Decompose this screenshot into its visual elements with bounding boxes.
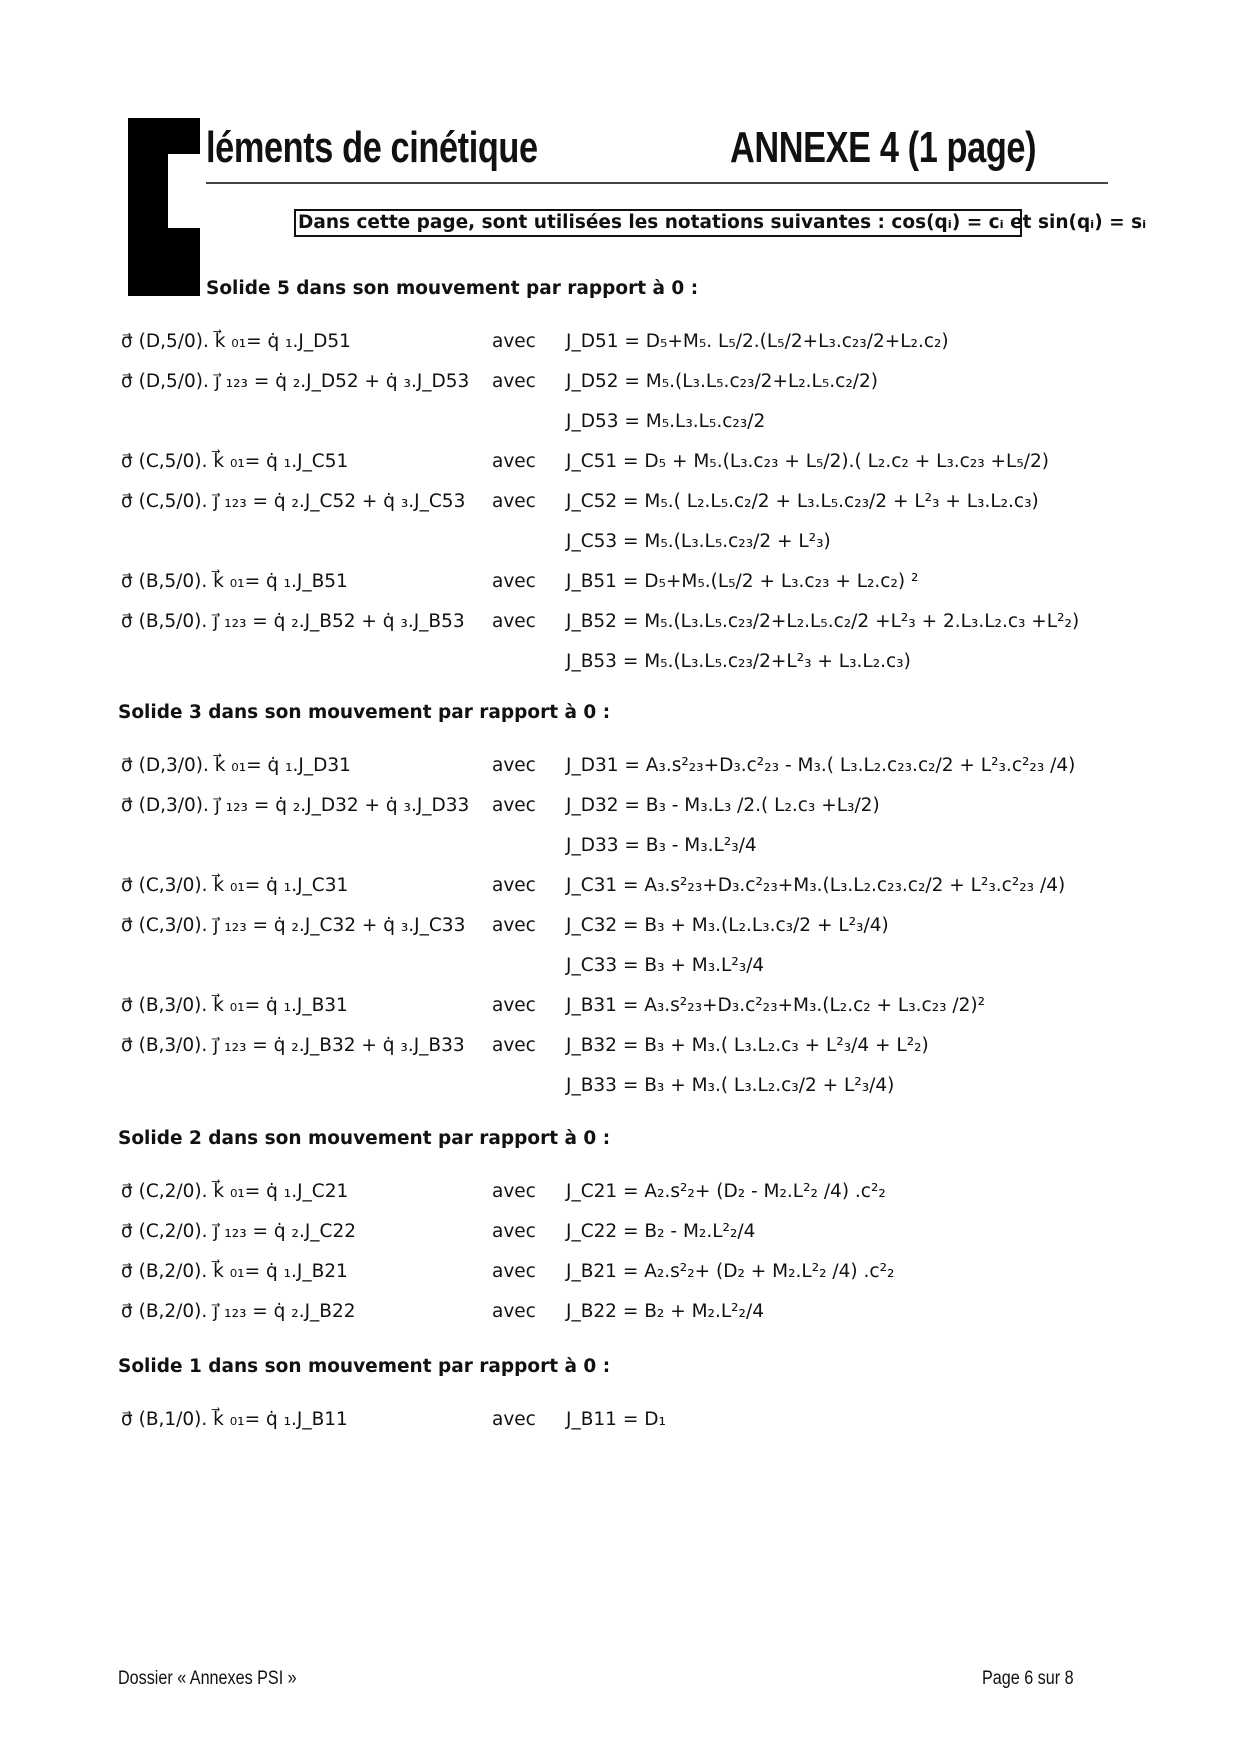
equation-lhs: σ⃗ (C,2/0). j⃗ ₁₂₃ = q̇ ₂.J_C22	[121, 1221, 356, 1242]
equation-lhs: σ⃗ (B,3/0). j⃗ ₁₂₃ = q̇ ₂.J_B32 + q̇ ₃.J_B33	[121, 1035, 465, 1056]
equation-rhs: J_C51 = D₅ + M₅.(L₃.c₂₃ + L₅/2).( L₂.c₂ + L₃.c₂₃ +L₅/2)	[566, 451, 1050, 472]
equation-rhs: J_D32 = B₃ - M₃.L₃ /2.( L₂.c₃ +L₃/2)	[566, 795, 880, 816]
equation-lhs: σ⃗ (B,1/0). k⃗ ₀₁= q̇ ₁.J_B11	[121, 1409, 348, 1430]
equation-lhs: σ⃗ (B,2/0). j⃗ ₁₂₃ = q̇ ₂.J_B22	[121, 1301, 356, 1322]
equation-row	[0, 371, 1240, 411]
section-heading: Solide 5 dans son mouvement par rapport à 0 :	[206, 278, 699, 299]
equation-row	[0, 451, 1240, 491]
equation-rhs: J_D53 = M₅.L₃.L₅.c₂₃/2	[566, 411, 766, 432]
footer-left: Dossier « Annexes PSI »	[118, 1668, 297, 1689]
equation-row	[0, 571, 1240, 611]
equation-rhs: J_B52 = M₅.(L₃.L₅.c₂₃/2+L₂.L₅.c₂/2 +L²₃ + 2.L₃.L₂.c₃ +L²₂)	[566, 611, 1080, 632]
equation-avec: avec	[492, 1409, 536, 1430]
equation-row	[0, 331, 1240, 371]
footer-right: Page 6 sur 8	[982, 1668, 1074, 1689]
equation-rhs: J_C22 = B₂ - M₂.L²₂/4	[566, 1221, 756, 1242]
equation-lhs: σ⃗ (D,3/0). j⃗ ₁₂₃ = q̇ ₂.J_D32 + q̇ ₃.J_D33	[121, 795, 470, 816]
equation-row	[0, 491, 1240, 531]
equation-avec: avec	[492, 1261, 536, 1282]
equation-row	[0, 755, 1240, 795]
equation-row	[0, 835, 1240, 875]
equation-row	[0, 1035, 1240, 1075]
equation-lhs: σ⃗ (B,5/0). k⃗ ₀₁= q̇ ₁.J_B51	[121, 571, 348, 592]
equation-avec: avec	[492, 331, 536, 352]
equation-avec: avec	[492, 571, 536, 592]
equation-row	[0, 995, 1240, 1035]
equation-rhs: J_B22 = B₂ + M₂.L²₂/4	[566, 1301, 764, 1322]
equation-lhs: σ⃗ (D,5/0). j⃗ ₁₂₃ = q̇ ₂.J_D52 + q̇ ₃.J_D53	[121, 371, 470, 392]
equation-lhs: σ⃗ (B,3/0). k⃗ ₀₁= q̇ ₁.J_B31	[121, 995, 348, 1016]
equation-avec: avec	[492, 1301, 536, 1322]
equation-row	[0, 955, 1240, 995]
equation-rhs: J_D52 = M₅.(L₃.L₅.c₂₃/2+L₂.L₅.c₂/2)	[566, 371, 878, 392]
equation-rhs: J_D33 = B₃ - M₃.L²₃/4	[566, 835, 757, 856]
equation-rhs: J_C32 = B₃ + M₃.(L₂.L₃.c₃/2 + L²₃/4)	[566, 915, 889, 936]
equation-row	[0, 651, 1240, 691]
equation-row	[0, 1221, 1240, 1261]
equation-row	[0, 795, 1240, 835]
equation-lhs: σ⃗ (D,3/0). k⃗ ₀₁= q̇ ₁.J_D31	[121, 755, 351, 776]
equation-lhs: σ⃗ (C,3/0). k⃗ ₀₁= q̇ ₁.J_C31	[121, 875, 349, 896]
equation-rhs: J_B21 = A₂.s²₂+ (D₂ + M₂.L²₂ /4) .c²₂	[566, 1261, 895, 1282]
title-underline	[206, 182, 1108, 184]
equation-row	[0, 1301, 1240, 1341]
dropcap-letter	[128, 118, 200, 296]
equation-avec: avec	[492, 371, 536, 392]
equation-rhs: J_D51 = D₅+M₅. L₅/2.(L₅/2+L₃.c₂₃/2+L₂.c₂)	[566, 331, 949, 352]
equation-avec: avec	[492, 995, 536, 1016]
equation-avec: avec	[492, 755, 536, 776]
equation-avec: avec	[492, 915, 536, 936]
equation-avec: avec	[492, 491, 536, 512]
equation-lhs: σ⃗ (C,3/0). j⃗ ₁₂₃ = q̇ ₂.J_C32 + q̇ ₃.J_C33	[121, 915, 466, 936]
equation-lhs: σ⃗ (B,5/0). j⃗ ₁₂₃ = q̇ ₂.J_B52 + q̇ ₃.J_B53	[121, 611, 465, 632]
equation-lhs: σ⃗ (C,5/0). k⃗ ₀₁= q̇ ₁.J_C51	[121, 451, 349, 472]
equation-rhs: J_B32 = B₃ + M₃.( L₃.L₂.c₃ + L²₃/4 + L²₂)	[566, 1035, 929, 1056]
equation-row	[0, 411, 1240, 451]
equation-avec: avec	[492, 451, 536, 472]
equation-row	[0, 531, 1240, 571]
equation-rhs: J_B51 = D₅+M₅.(L₅/2 + L₃.c₂₃ + L₂.c₂) ²	[566, 571, 919, 592]
equation-lhs: σ⃗ (D,5/0). k⃗ ₀₁= q̇ ₁.J_D51	[121, 331, 351, 352]
equation-lhs: σ⃗ (C,2/0). k⃗ ₀₁= q̇ ₁.J_C21	[121, 1181, 349, 1202]
equation-row	[0, 915, 1240, 955]
annex-label: ANNEXE 4 (1 page)	[730, 123, 1037, 172]
equation-avec: avec	[492, 875, 536, 896]
equation-rhs: J_C21 = A₂.s²₂+ (D₂ - M₂.L²₂ /4) .c²₂	[566, 1181, 886, 1202]
section-heading: Solide 3 dans son mouvement par rapport à 0 :	[118, 702, 611, 723]
equation-avec: avec	[492, 611, 536, 632]
equation-rhs: J_C31 = A₃.s²₂₃+D₃.c²₂₃+M₃.(L₃.L₂.c₂₃.c₂/2 + L²₃.c²₂₃ /4)	[566, 875, 1066, 896]
page-title: léments de cinétique	[206, 123, 538, 172]
equation-avec: avec	[492, 1181, 536, 1202]
equation-lhs: σ⃗ (C,5/0). j⃗ ₁₂₃ = q̇ ₂.J_C52 + q̇ ₃.J_C53	[121, 491, 466, 512]
section-heading: Solide 1 dans son mouvement par rapport à 0 :	[118, 1356, 611, 1377]
equation-rhs: J_D31 = A₃.s²₂₃+D₃.c²₂₃ - M₃.( L₃.L₂.c₂₃.c₂/2 + L²₃.c²₂₃ /4)	[566, 755, 1076, 776]
equation-rhs: J_B31 = A₃.s²₂₃+D₃.c²₂₃+M₃.(L₂.c₂ + L₃.c₂₃ /2)²	[566, 995, 986, 1016]
equation-row	[0, 875, 1240, 915]
equation-rhs: J_B11 = D₁	[566, 1409, 666, 1430]
equation-avec: avec	[492, 1035, 536, 1056]
equation-row	[0, 1261, 1240, 1301]
equation-avec: avec	[492, 795, 536, 816]
section-heading: Solide 2 dans son mouvement par rapport à 0 :	[118, 1128, 611, 1149]
equation-row	[0, 611, 1240, 651]
equation-lhs: σ⃗ (B,2/0). k⃗ ₀₁= q̇ ₁.J_B21	[121, 1261, 348, 1282]
equation-rhs: J_C33 = B₃ + M₃.L²₃/4	[566, 955, 765, 976]
equation-row	[0, 1409, 1240, 1449]
equation-rhs: J_C53 = M₅.(L₃.L₅.c₂₃/2 + L²₃)	[566, 531, 831, 552]
equation-row	[0, 1075, 1240, 1115]
equation-rhs: J_C52 = M₅.( L₂.L₅.c₂/2 + L₃.L₅.c₂₃/2 + L²₃ + L₃.L₂.c₃)	[566, 491, 1039, 512]
equation-row	[0, 1181, 1240, 1221]
equation-avec: avec	[492, 1221, 536, 1242]
equation-rhs: J_B33 = B₃ + M₃.( L₃.L₂.c₃/2 + L²₃/4)	[566, 1075, 895, 1096]
notation-box: Dans cette page, sont utilisées les notations suivantes : cos(qᵢ) = cᵢ et sin(qᵢ) = sᵢ	[294, 209, 1022, 237]
equation-rhs: J_B53 = M₅.(L₃.L₅.c₂₃/2+L²₃ + L₃.L₂.c₃)	[566, 651, 911, 672]
